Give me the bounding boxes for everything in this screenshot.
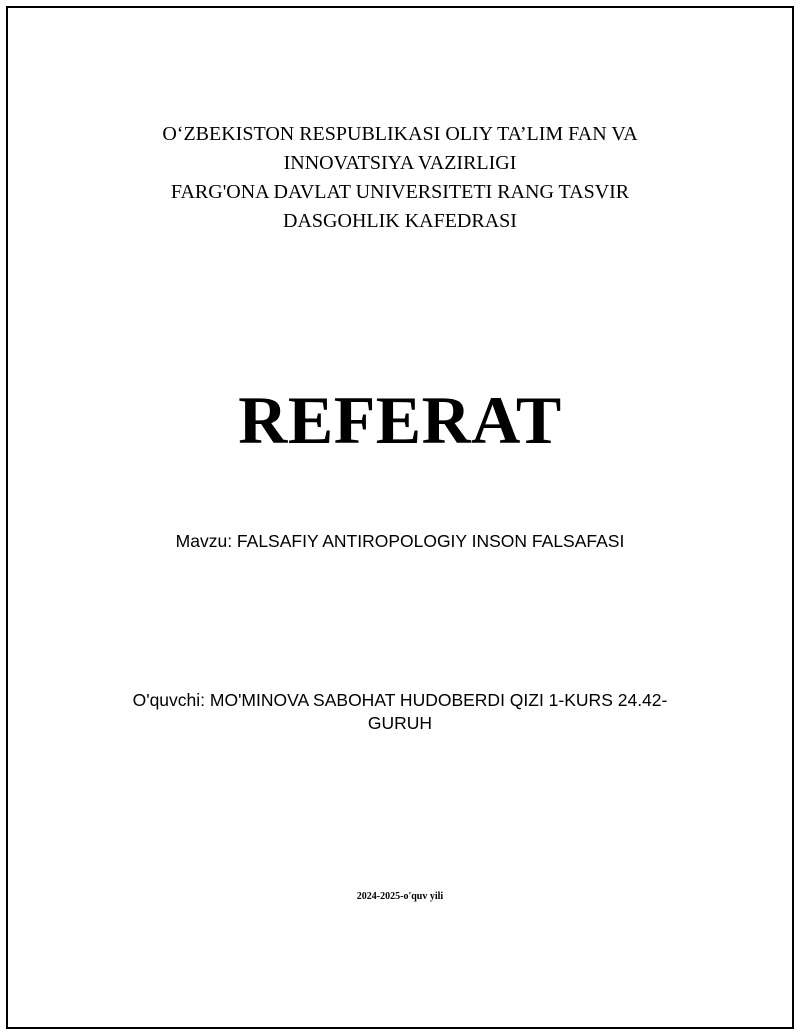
header-line-ministry-1: O‘ZBEKISTON RESPUBLIKASI OLIY TA’LIM FAN VA: [162, 123, 638, 145]
student-line-group: GURUH: [367, 713, 433, 733]
header-line-ministry-2: INNOVATSIYA VAZIRLIGI: [283, 152, 517, 174]
header-line-department: DASGOHLIK KAFEDRASI: [283, 210, 517, 232]
document-title: REFERAT: [238, 382, 562, 458]
institution-header: [0, 120, 800, 236]
topic-line: Mavzu: FALSAFIY ANTIROPOLOGIY INSON FALSAFASI: [175, 531, 625, 551]
student-line-name: O'quvchi: MO'MINOVA SABOHAT HUDOBERDI QIZI 1-KURS 24.42-: [132, 690, 668, 710]
academic-year: 2024-2025-o'quv yili: [356, 891, 444, 902]
student-info: [100, 689, 700, 735]
header-line-university: FARG'ONA DAVLAT UNIVERSITETI RANG TASVIR: [170, 181, 630, 203]
